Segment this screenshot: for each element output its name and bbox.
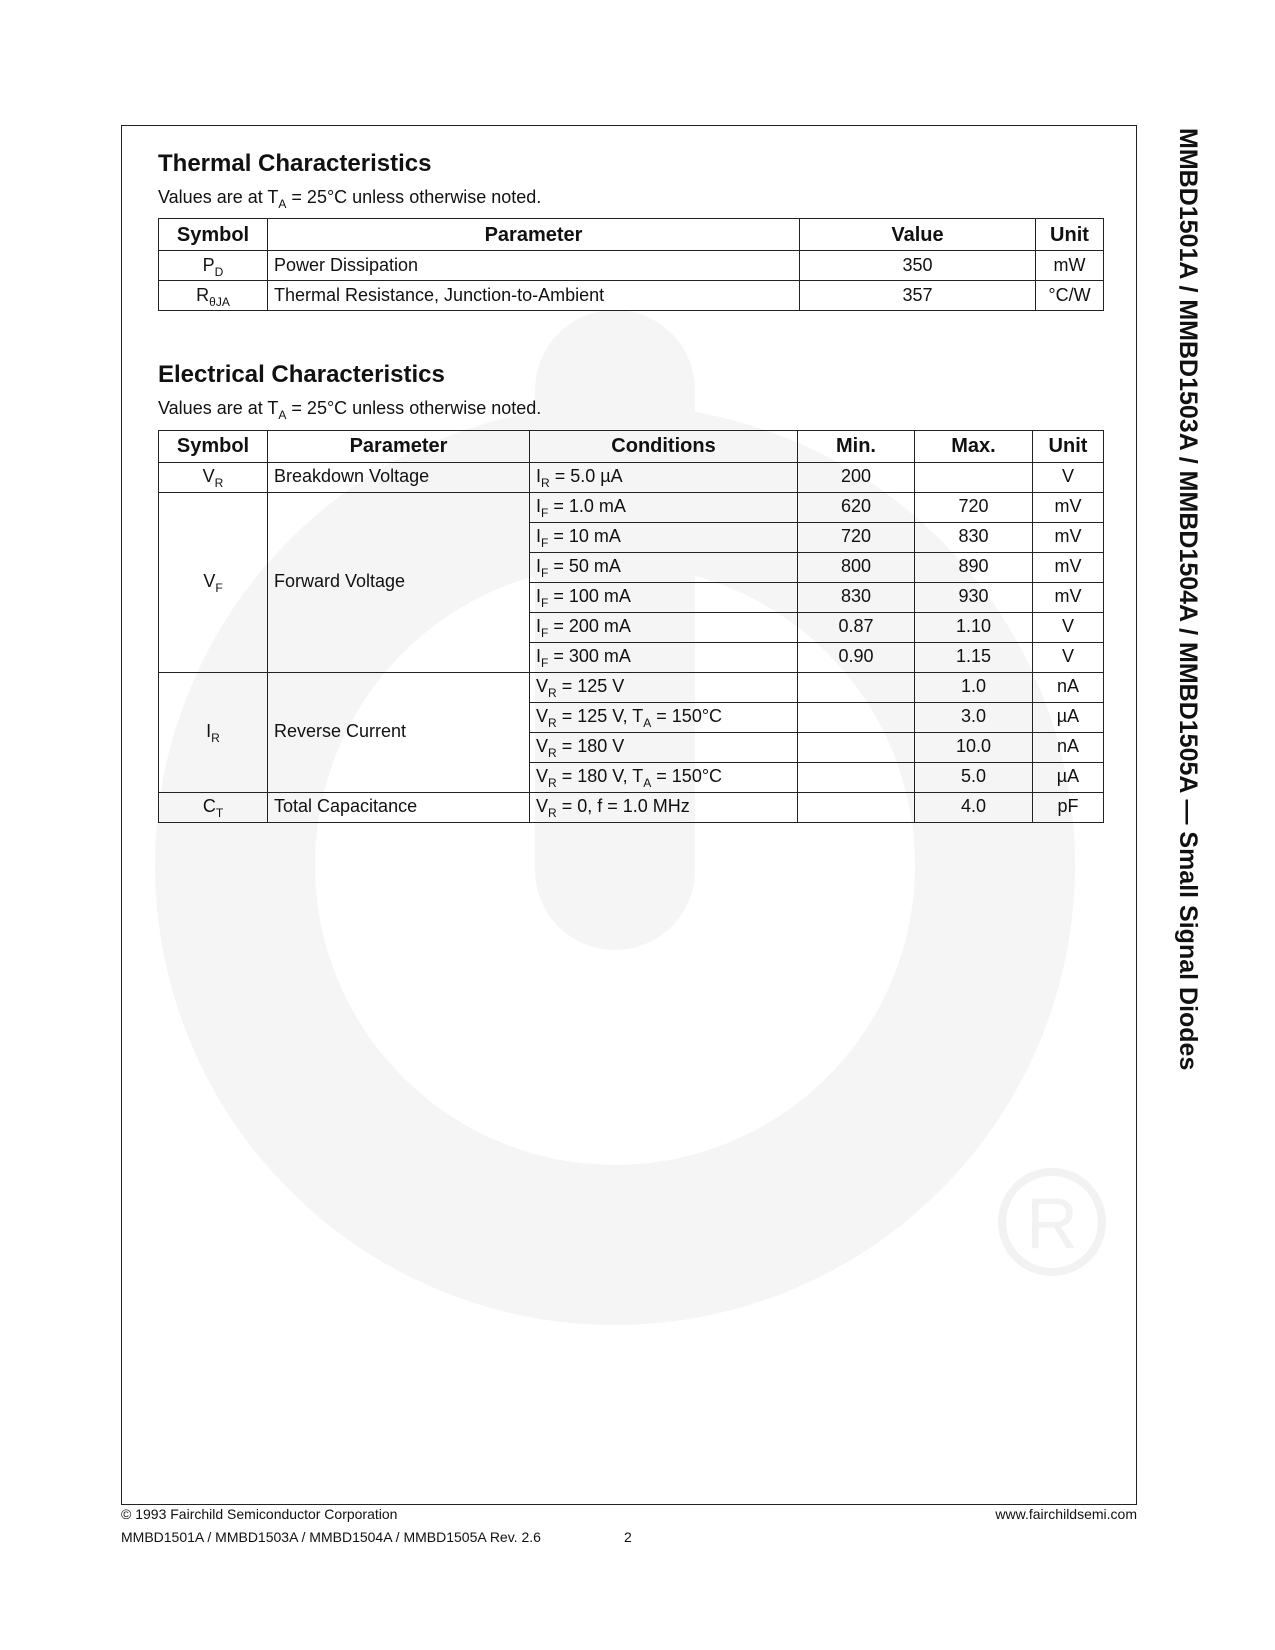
header-unit: Unit (1033, 430, 1104, 462)
parameter-cell: Total Capacitance (268, 792, 530, 822)
conditions-cell: $V_R = 180$ V (530, 732, 798, 762)
max-cell: 1.0 (915, 672, 1033, 702)
unit-cell: mW (1036, 251, 1104, 281)
electrical-section (158, 361, 1103, 822)
min-cell: 200 (798, 462, 915, 492)
table-row (159, 792, 1104, 822)
unit-cell: °C/W (1036, 281, 1104, 311)
max-cell: 720 (915, 492, 1033, 522)
conditions-cell: $I_F = 100$ mA (530, 582, 798, 612)
svg-text:R: R (1026, 1184, 1078, 1264)
symbol-cell: $V_F$ (159, 492, 268, 672)
min-cell: 720 (798, 522, 915, 552)
unit-cell: nA (1033, 672, 1104, 702)
conditions-cell: $V_R = 180$ V, $T_A = 150^\circ C$ (530, 762, 798, 792)
min-cell (798, 732, 915, 762)
max-cell: 4.0 (915, 792, 1033, 822)
table-row (159, 281, 1104, 311)
parameter-cell: Reverse Current (268, 672, 530, 792)
header-max: Max. (915, 430, 1033, 462)
unit-cell: nA (1033, 732, 1104, 762)
parameter-cell: Thermal Resistance, Junction-to-Ambient (268, 281, 800, 311)
electrical-table (158, 430, 1104, 823)
value-cell: 357 (800, 281, 1036, 311)
max-cell: 5.0 (915, 762, 1033, 792)
max-cell: 830 (915, 522, 1033, 552)
min-cell: 0.90 (798, 642, 915, 672)
symbol-cell: $V_R$ (159, 462, 268, 492)
table-row (159, 251, 1104, 281)
parameter-cell: Forward Voltage (268, 492, 530, 672)
symbol-cell: $R_{\theta JA}$ (159, 281, 268, 311)
table-header-row (159, 430, 1104, 462)
electrical-note: Values are at $T_A = 25^\circ C$ unless otherwise noted. (158, 398, 542, 423)
datasheet-content (158, 150, 1103, 823)
max-cell (915, 462, 1033, 492)
unit-cell: mV (1033, 582, 1104, 612)
min-cell (798, 672, 915, 702)
conditions-cell: $V_R = 0$, f = 1.0 MHz (530, 792, 798, 822)
header-conditions: Conditions (530, 430, 798, 462)
header-parameter: Parameter (268, 430, 530, 462)
footer-url: www.fairchildsemi.com (995, 1506, 1137, 1522)
unit-cell: mV (1033, 492, 1104, 522)
unit-cell: V (1033, 462, 1104, 492)
footer-revision: MMBD1501A / MMBD1503A / MMBD1504A / MMBD1505A Rev. 2.6 (121, 1529, 541, 1545)
header-symbol: Symbol (159, 430, 268, 462)
header-parameter: Parameter (268, 219, 800, 251)
unit-cell: µA (1033, 702, 1104, 732)
table-row (159, 462, 1104, 492)
max-cell: 1.15 (915, 642, 1033, 672)
min-cell: 800 (798, 552, 915, 582)
table-row (159, 492, 1104, 522)
symbol-cell: $I_R$ (159, 672, 268, 792)
conditions-cell: $I_F = 200$ mA (530, 612, 798, 642)
parameter-cell: Breakdown Voltage (268, 462, 530, 492)
unit-cell: pF (1033, 792, 1104, 822)
thermal-section (158, 150, 1103, 311)
unit-cell: µA (1033, 762, 1104, 792)
unit-cell: V (1033, 642, 1104, 672)
conditions-cell: $I_R = 5.0$ µA (530, 462, 798, 492)
conditions-cell: $I_F = 1.0$ mA (530, 492, 798, 522)
max-cell: 1.10 (915, 612, 1033, 642)
header-min: Min. (798, 430, 915, 462)
max-cell: 3.0 (915, 702, 1033, 732)
max-cell: 930 (915, 582, 1033, 612)
min-cell (798, 762, 915, 792)
max-cell: 10.0 (915, 732, 1033, 762)
thermal-table (158, 218, 1104, 311)
unit-cell: V (1033, 612, 1104, 642)
header-symbol: Symbol (159, 219, 268, 251)
symbol-cell: $C_T$ (159, 792, 268, 822)
min-cell: 830 (798, 582, 915, 612)
symbol-cell: $P_D$ (159, 251, 268, 281)
header-unit: Unit (1036, 219, 1104, 251)
page-number: 2 (624, 1529, 632, 1545)
conditions-cell: $V_R = 125$ V (530, 672, 798, 702)
table-row (159, 672, 1104, 702)
parameter-cell: Power Dissipation (268, 251, 800, 281)
unit-cell: mV (1033, 522, 1104, 552)
value-cell: 350 (800, 251, 1036, 281)
electrical-title: Electrical Characteristics (158, 361, 445, 389)
footer-copyright: © 1993 Fairchild Semiconductor Corporation (121, 1506, 398, 1522)
min-cell: 620 (798, 492, 915, 522)
conditions-cell: $I_F = 10$ mA (530, 522, 798, 552)
min-cell (798, 792, 915, 822)
side-title: MMBD1501A / MMBD1503A / MMBD1504A / MMBD1505A — Small Signal Diodes (1174, 128, 1202, 1071)
max-cell: 890 (915, 552, 1033, 582)
thermal-title: Thermal Characteristics (158, 150, 432, 177)
conditions-cell: $I_F = 50$ mA (530, 552, 798, 582)
conditions-cell: $I_F = 300$ mA (530, 642, 798, 672)
table-header-row (159, 219, 1104, 251)
thermal-note: Values are at $T_A = 25^\circ C$ unless otherwise noted. (158, 186, 542, 211)
conditions-cell: $V_R = 125$ V, $T_A = 150^\circ C$ (530, 702, 798, 732)
header-value: Value (800, 219, 1036, 251)
unit-cell: mV (1033, 552, 1104, 582)
min-cell (798, 702, 915, 732)
min-cell: 0.87 (798, 612, 915, 642)
